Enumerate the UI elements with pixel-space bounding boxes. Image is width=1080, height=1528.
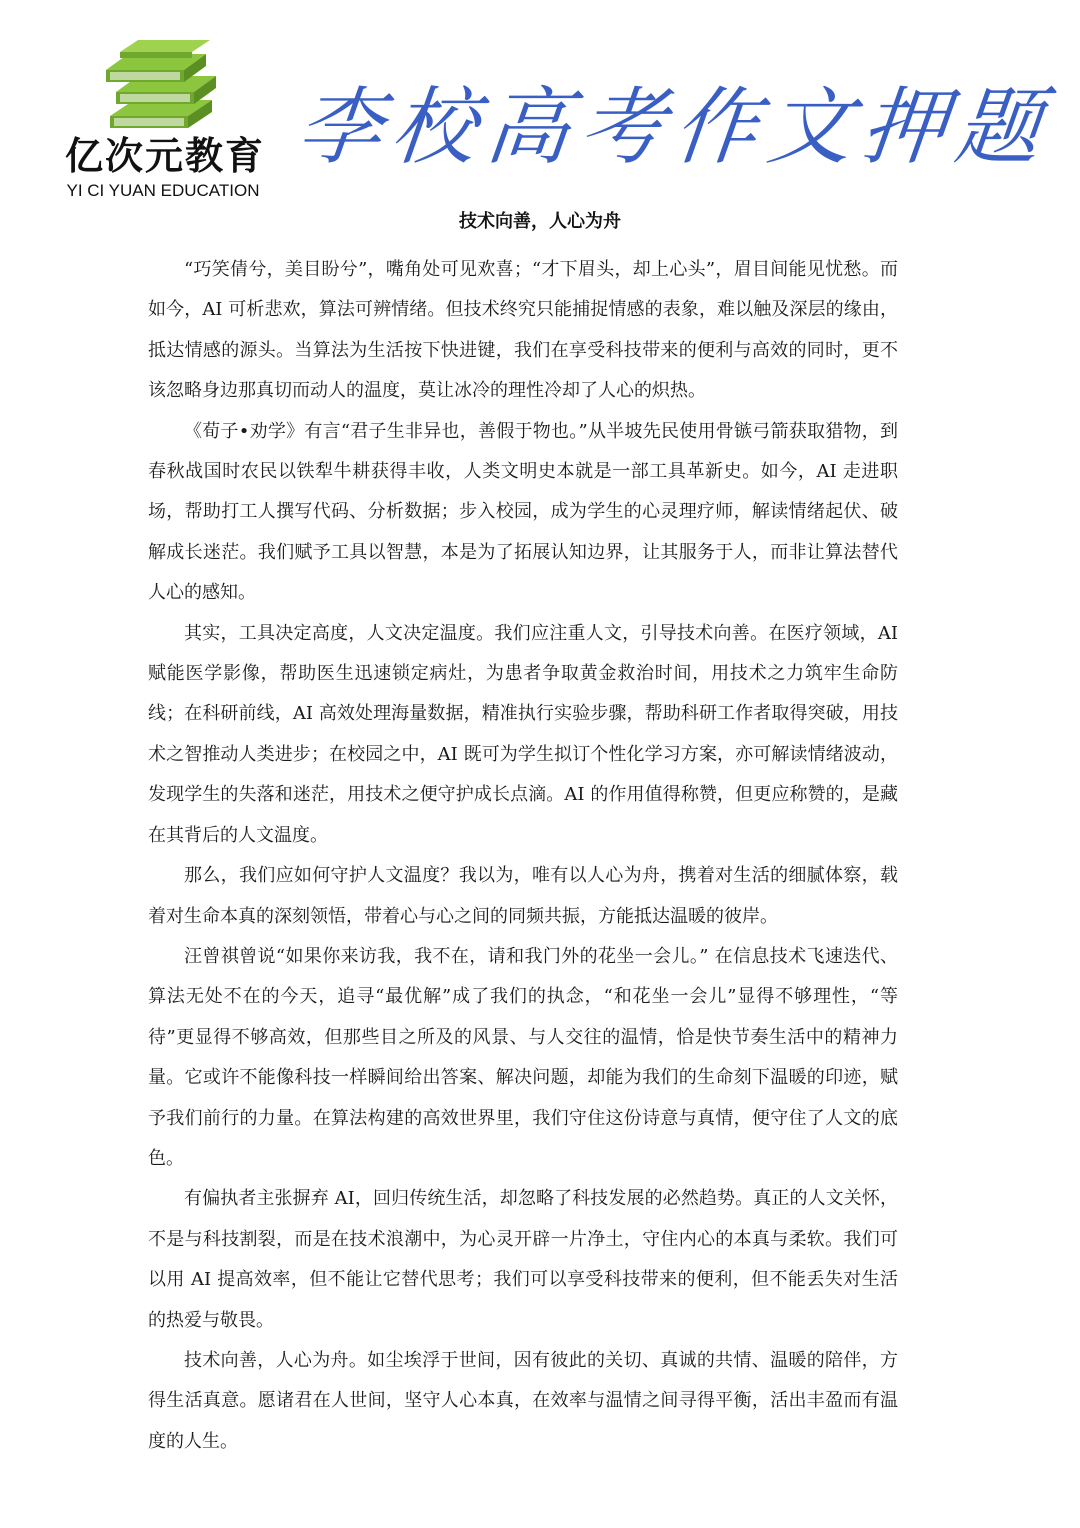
- article-paragraph: 《荀子•劝学》有言“君子生非异也，善假于物也。”从半坡先民使用骨镞弓箭获取猎物，到春秋战国时农民以铁犁牛耕获得丰收，人类文明史本就是一部工具革新史。如今，AI 走进职场，帮助打工人撰写代码、分析数据；步入校园，成为学生的心灵理疗师，解读情绪起伏、破解成长迷茫。我们赋予工具以智慧，本是为了拓展认知边界，让其服务于人，而非让算法替代人心的感知。: [148, 420, 898, 604]
- books-logo-icon: [100, 38, 220, 138]
- article-body: [148, 250, 898, 1462]
- banner-title: 李校高考作文押题: [292, 78, 1056, 176]
- logo-name-cn: 亿次元教育: [64, 134, 265, 178]
- article-paragraph: 技术向善，人心为舟。如尘埃浮于世间，因有彼此的关切、真诚的共情、温暖的陪伴，方得生活真意。愿诸君在人世间，坚守人心本真，在效率与温情之间寻得平衡，活出丰盈而有温度的人生。: [148, 1349, 898, 1452]
- article-paragraph: “巧笑倩兮，美目盼兮”，嘴角处可见欢喜；“才下眉头，却上心头”，眉目间能见忧愁。而如今，AI 可析悲欢，算法可辨情绪。但技术终究只能捕捉情感的表象，难以触及深层的缘由，抵达情感的源头。当算法为生活按下快进键，我们在享受科技带来的便利与高效的同时，更不该忽略身边那真切而动人的温度，莫让冰冷的理性冷却了人心的炽热。: [148, 259, 898, 402]
- page-header: [0, 0, 1080, 205]
- logo-name-en: YI CI YUAN EDUCATION: [66, 181, 260, 200]
- article-paragraph: 那么，我们应如何守护人文温度？我以为，唯有以人心为舟，携着对生活的细腻体察，载着对生命本真的深刻领悟，带着心与心之间的同频共振，方能抵达温暖的彼岸。: [148, 865, 898, 927]
- article-paragraph: 其实，工具决定高度，人文决定温度。我们应注重人文，引导技术向善。在医疗领域，AI 赋能医学影像，帮助医生迅速锁定病灶，为患者争取黄金救治时间，用技术之力筑牢生命防线；在科研前线，AI 高效处理海量数据，精准执行实验步骤，帮助科研工作者取得突破，用技术之智推动人类进步；在校园之中，AI 既可为学生拟订个性化学习方案，亦可解读情绪波动，发现学生的失落和迷茫，用技术之便守护成长点滴。AI 的作用值得称赞，但更应称赞的，是藏在其背后的人文温度。: [148, 622, 898, 846]
- article-title: 技术向善，人心为舟: [459, 211, 621, 232]
- article-paragraph: 有偏执者主张摒弃 AI，回归传统生活，却忽略了科技发展的必然趋势。真正的人文关怀，不是与科技割裂，而是在技术浪潮中，为心灵开辟一片净土，守住内心的本真与柔软。我们可以用 AI 提高效率，但不能让它替代思考；我们可以享受科技带来的便利，但不能丢失对生活的热爱与敬畏。: [148, 1188, 898, 1331]
- article-paragraph: 汪曾祺曾说“如果你来访我，我不在，请和我门外的花坐一会儿。” 在信息技术飞速迭代、算法无处不在的今天，追寻“最优解”成了我们的执念，“和花坐一会儿”显得不够理性，“等待”更显得不够高效，但那些目之所及的风景、与人交往的温情，恰是快节奏生活中的精神力量。它或许不能像科技一样瞬间给出答案、解决问题，却能为我们的生命刻下温暖的印迹，赋予我们前行的力量。在算法构建的高效世界里，我们守住这份诗意与真情，便守住了人文的底色。: [148, 945, 898, 1169]
